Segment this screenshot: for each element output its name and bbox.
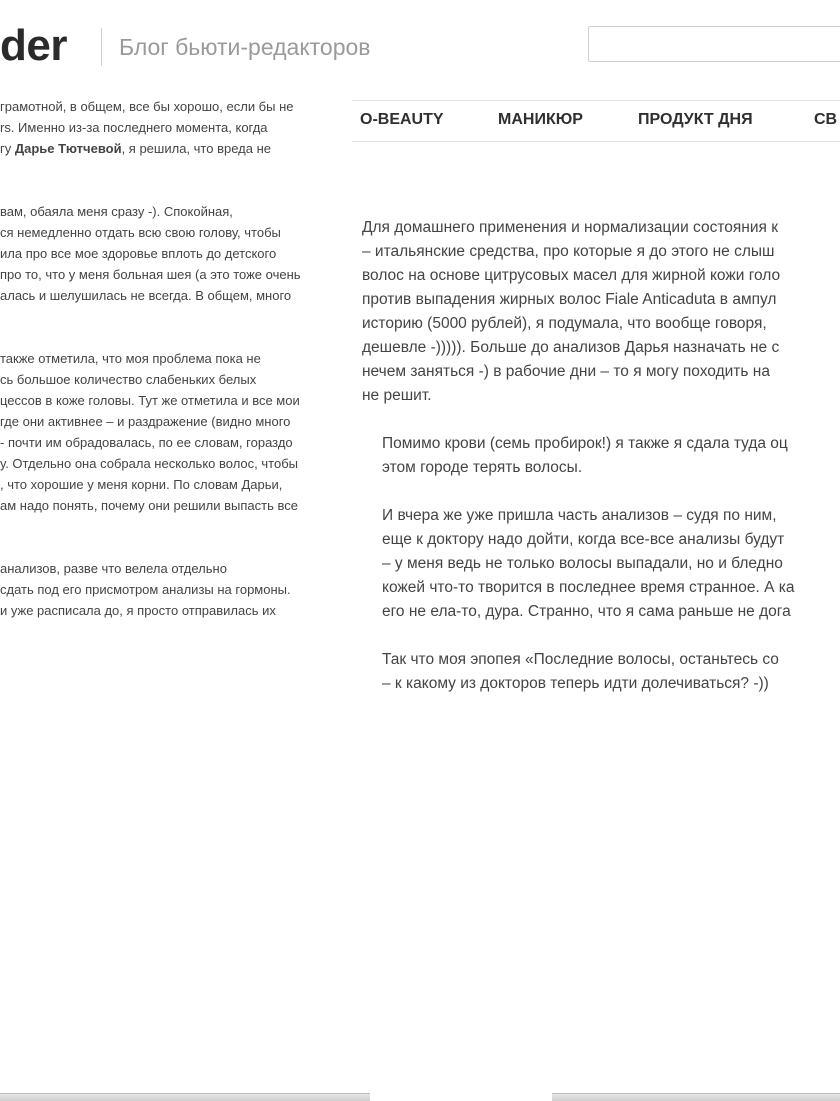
author-name: Дарье Тютчевой — [14, 141, 122, 156]
main-nav — [352, 100, 840, 142]
search-input[interactable] — [588, 26, 840, 62]
left-paragraph-1: грамотной, в общем, все бы хорошо, если бы не rs. Именно из-за последнего момента, когда гу Дарье Тютчевой, я решила, что вреда не — [0, 99, 294, 156]
nav-item-sv[interactable]: СВ — [814, 111, 838, 128]
left-paragraph-4: анализов, разве что велела отдельно сдать под его присмотром анализы на гормоны. и уже расписала до, я просто отправилась их — [0, 561, 291, 618]
left-article-text — [0, 96, 344, 642]
left-paragraph-2: вам, обаяла меня сразу -). Спокойная, ся немедленно отдать всю свою голову, чтобы ила про все мое здоровье вплоть до детского про то, что у меня больная шея (а это тоже очень алась и шелушилась не всегда. В общем, много — [0, 204, 301, 303]
right-article-text — [362, 216, 840, 720]
logo-divider — [101, 28, 102, 66]
right-paragraph-4: Так что моя эпопея «Последние волосы, останьтесь со – к какому из докторов теперь идти долечиваться? -)) — [382, 651, 779, 692]
nav-item-product-of-day[interactable]: ПРОДУКТ ДНЯ — [638, 111, 753, 128]
nav-item-o-beauty[interactable]: O-BEAUTY — [360, 111, 444, 128]
site-logo[interactable]: der — [0, 21, 67, 70]
right-paragraph-3: И вчера же уже пришла часть анализов – судя по ним, еще к доктору надо дойти, когда все-все анализы будут – у меня ведь не только волосы выпадали, но и бледно кожей что-то творится в последнее время странное. А ка его не ела-то, дура. Странно, что я сама раньше не дога — [382, 507, 795, 620]
right-paragraph-2: Помимо крови (семь пробирок!) я также я сдала туда оц этом городе терять волосы. — [382, 435, 788, 476]
site-tagline: Блог бьюти-редакторов — [119, 34, 371, 60]
left-paragraph-3: также отметила, что моя проблема пока не сь большое количество слабеньких белых цессов в коже головы. Тут же отметила и все мои где они активнее – и раздражение (видно много - почти им обрадовалась, по ее словам, гораздо у. Отдельно она собрала несколько волос, чтобы , что хорошие у меня корни. По словам Дарьи, ам надо понять, почему они решили выпасть все — [0, 351, 300, 513]
right-paragraph-1: Для домашнего применения и нормализации состояния к – итальянские средства, про которые я до этого не слыш волос на основе цитрусовых масел для жирной кожи голо против выпадения жирных волос Fiale Anticaduta в ампул историю (5000 рублей), я подумала, что вообще говоря, дешевле -))))). Больше до анализов Дарья назначать не с нечем заняться -) в рабочие дни – то я могу походить на не решит. — [362, 219, 781, 404]
nav-item-manicure[interactable]: МАНИКЮР — [498, 111, 583, 128]
site-header — [0, 0, 840, 92]
